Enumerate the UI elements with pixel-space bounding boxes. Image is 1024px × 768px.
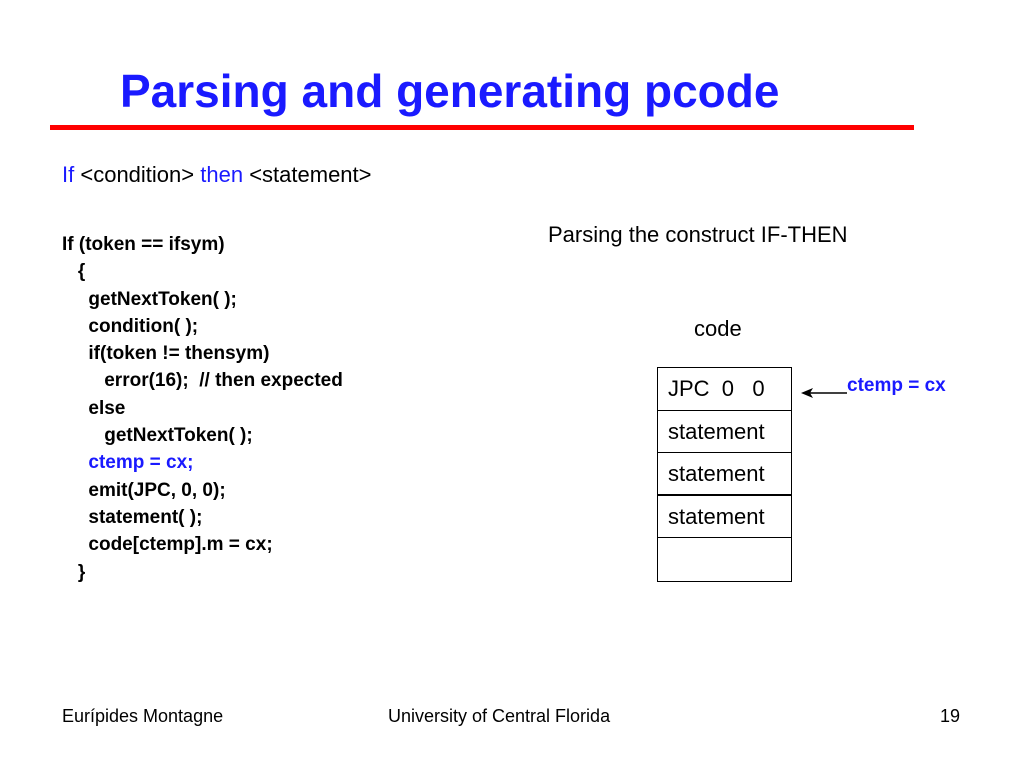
footer-author: Eurípides Montagne <box>62 706 224 726</box>
syntax-then-keyword: then <box>200 162 244 187</box>
code-cell: statement <box>658 411 791 454</box>
page-number: 19 <box>940 706 961 726</box>
code-line: error(16); // then expected <box>62 370 343 392</box>
code-line: } <box>62 561 86 583</box>
code-line: getNextToken( ); <box>62 425 253 447</box>
code-cell-empty <box>658 538 791 581</box>
code-cell: JPC 0 0 <box>658 368 791 411</box>
code-line: condition( ); <box>62 315 199 337</box>
footer-institution: University of Central Florida <box>388 706 611 726</box>
syntax-statement: <statement> <box>249 162 372 187</box>
title-divider <box>50 125 914 130</box>
code-line: if(token != thensym) <box>62 343 270 365</box>
code-line-highlighted: ctemp = cx; <box>62 452 194 474</box>
syntax-if-keyword: If <box>62 162 75 187</box>
code-cell: statement <box>658 453 791 496</box>
diagram-caption: Parsing the construct IF-THEN <box>548 222 848 247</box>
pointer-label: ctemp = cx <box>847 375 946 396</box>
code-line: getNextToken( ); <box>62 288 237 310</box>
code-line: code[ctemp].m = cx; <box>62 534 273 556</box>
code-array <box>657 367 792 582</box>
code-cell: statement <box>658 496 791 539</box>
code-line: emit(JPC, 0, 0); <box>62 479 226 501</box>
syntax-condition: <condition> <box>80 162 195 187</box>
syntax-line <box>62 162 372 188</box>
code-block <box>62 231 343 586</box>
code-line: If (token == ifsym) <box>62 234 225 255</box>
code-array-label: code <box>694 316 742 341</box>
code-line: { <box>62 261 86 283</box>
code-line: else <box>62 397 126 419</box>
pointer-arrow-icon <box>799 385 849 401</box>
slide-title: Parsing and generating pcode <box>120 65 780 117</box>
code-line: statement( ); <box>62 506 203 528</box>
